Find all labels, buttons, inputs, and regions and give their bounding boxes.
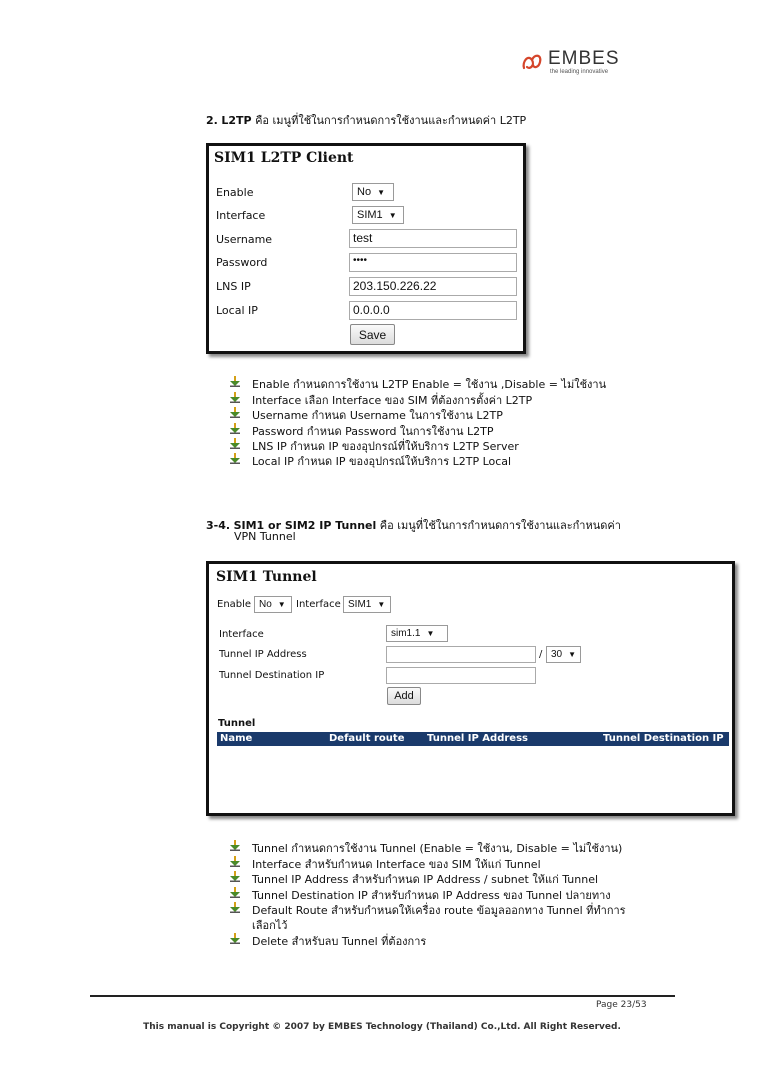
- dropdown-arrow-icon: ▼: [377, 187, 385, 197]
- page-number: Page 23/53: [596, 1000, 647, 1010]
- add-button[interactable]: Add: [387, 687, 421, 705]
- save-button[interactable]: Save: [350, 324, 395, 345]
- tunnel-destination-label: Tunnel Destination IP: [219, 670, 325, 681]
- slash-separator: /: [539, 649, 543, 660]
- section1-desc: คือ เมนูที่ใช้ในการกำหนดการใช้งานและกำหนดค่า L2TP: [255, 114, 527, 127]
- password-label: Password: [216, 256, 268, 269]
- dropdown-arrow-icon: ▼: [568, 650, 577, 659]
- tunnel-ip-input[interactable]: [386, 646, 536, 663]
- dropdown-arrow-icon: ▼: [377, 600, 386, 609]
- section1-heading: [206, 111, 526, 129]
- enable-value: No: [259, 599, 272, 610]
- embes-logo: [520, 48, 630, 76]
- enable-label: Enable: [216, 186, 254, 199]
- bullet-arrow-icon: [230, 376, 240, 387]
- tunnel-ip-label: Tunnel IP Address: [219, 649, 307, 660]
- section2-desc-line2: VPN Tunnel: [234, 530, 296, 543]
- bullet-arrow-icon: [230, 887, 240, 898]
- tunnel-table-header: [217, 732, 729, 746]
- local-ip-label: Local IP: [216, 304, 258, 317]
- enable-select[interactable]: [352, 183, 394, 201]
- interface-select[interactable]: [352, 206, 404, 224]
- col-name: Name: [220, 733, 253, 744]
- bullet-arrow-icon: [230, 933, 240, 944]
- section1-term: L2TP: [221, 114, 252, 127]
- username-input[interactable]: test: [349, 229, 517, 248]
- bullet-arrow-icon: [230, 453, 240, 464]
- panel-title: SIM1 Tunnel: [216, 569, 317, 585]
- row-interface-label: Interface: [219, 629, 264, 640]
- bullet-arrow-icon: [230, 856, 240, 867]
- section1-number: 2.: [206, 114, 218, 127]
- section2-term: SIM1 or SIM2 IP Tunnel: [233, 519, 377, 532]
- enable-label: Enable: [217, 599, 252, 610]
- copyright-notice: This manual is Copyright © 2007 by EMBES Technology (Thailand) Co.,Ltd. All Right Reserved.: [143, 1022, 621, 1032]
- bullet-arrow-icon: [230, 871, 240, 882]
- bullet-arrow-icon: [230, 438, 240, 449]
- footer-rule: [90, 995, 675, 997]
- lns-ip-input[interactable]: 203.150.226.22: [349, 277, 517, 296]
- panel-title: SIM1 L2TP Client: [214, 150, 354, 166]
- subnet-mask-value: 30: [551, 649, 563, 660]
- bullet-arrow-icon: [230, 392, 240, 403]
- dropdown-arrow-icon: ▼: [277, 600, 286, 609]
- section2-number: 3-4.: [206, 519, 231, 532]
- l2tp-client-panel: [206, 143, 526, 354]
- subnet-mask-select[interactable]: [546, 646, 581, 663]
- dropdown-arrow-icon: ▼: [388, 210, 397, 220]
- bullet-arrow-icon: [230, 840, 240, 851]
- dropdown-arrow-icon: ▼: [426, 629, 435, 638]
- col-tunnel-ip: Tunnel IP Address: [427, 733, 528, 744]
- bullet-arrow-icon: [230, 423, 240, 434]
- tunnel-destination-input[interactable]: [386, 667, 536, 684]
- interface-value: SIM1: [357, 209, 383, 221]
- interface-label: Interface: [216, 209, 266, 222]
- local-ip-input[interactable]: 0.0.0.0: [349, 301, 517, 320]
- col-default-route: Default route: [329, 733, 405, 744]
- list-item-continuation: เลือกไว้: [252, 919, 288, 932]
- interface-label: Interface: [296, 599, 341, 610]
- tunnel-table-title: Tunnel: [218, 718, 256, 729]
- username-label: Username: [216, 233, 273, 246]
- enable-select[interactable]: [254, 596, 292, 613]
- bullet-arrow-icon: [230, 902, 240, 913]
- interface-select[interactable]: [343, 596, 391, 613]
- row-interface-value: sim1.1: [391, 628, 421, 639]
- password-input[interactable]: ••••: [349, 253, 517, 272]
- col-tunnel-destination: Tunnel Destination IP: [603, 733, 724, 744]
- embes-logo-icon: [520, 50, 546, 74]
- logo-text: EMBES: [548, 48, 620, 69]
- logo-tagline: the leading innovative: [550, 69, 609, 75]
- bullet-arrow-icon: [230, 407, 240, 418]
- enable-value: No: [357, 186, 372, 198]
- section2-desc: คือ เมนูที่ใช้ในการกำหนดการใช้งานและกำหนดค่า: [379, 519, 621, 532]
- row-interface-select[interactable]: [386, 625, 448, 642]
- interface-value: SIM1: [348, 599, 372, 610]
- tunnel-panel: [206, 561, 735, 816]
- lns-ip-label: LNS IP: [216, 280, 251, 293]
